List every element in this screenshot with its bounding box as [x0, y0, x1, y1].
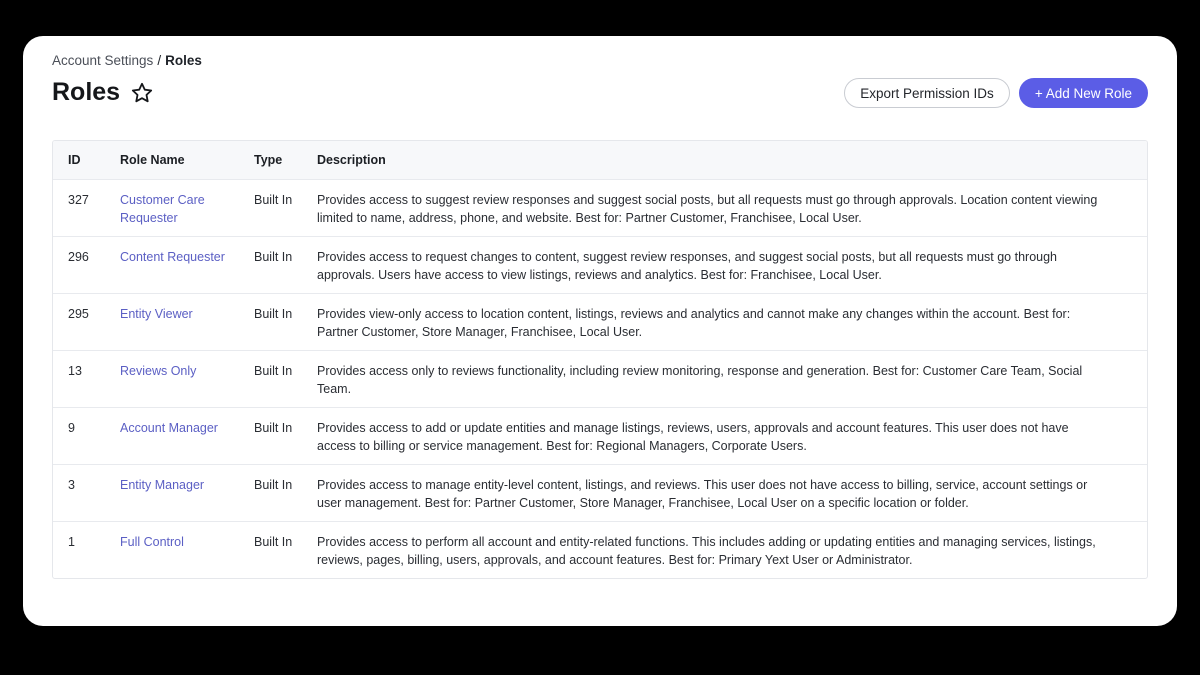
- role-type: Built In: [254, 249, 293, 264]
- role-id: 3: [68, 477, 75, 492]
- export-permission-ids-button[interactable]: Export Permission IDs: [844, 78, 1010, 108]
- header-actions: [844, 78, 1148, 108]
- role-description: Provides access to suggest review responses and suggest social posts, but all requests must go through approvals. Location content viewing limited to name, address, phone, and website. Best for: Partner Customer, Franchisee, Local User.: [317, 192, 1098, 225]
- role-name-cell: [105, 179, 239, 236]
- role-name-link[interactable]: Full Control: [120, 534, 184, 549]
- role-name-cell: [105, 236, 239, 293]
- role-type: Built In: [254, 420, 293, 435]
- role-name-cell: [105, 407, 239, 464]
- title-row: [52, 78, 154, 107]
- role-name-cell: [105, 521, 239, 578]
- breadcrumb-current: Roles: [165, 53, 202, 68]
- role-id: 9: [68, 420, 75, 435]
- role-name-link[interactable]: Customer Care Requester: [120, 192, 205, 225]
- table-row: [53, 521, 1147, 578]
- role-name-cell: [105, 350, 239, 407]
- role-id: 296: [68, 249, 89, 264]
- table-row: [53, 293, 1147, 350]
- role-type: Built In: [254, 192, 293, 207]
- role-description: Provides access to manage entity-level content, listings, and reviews. This user does not have access to billing, service, account settings or user management. Best for: Partner Customer, Store Manager, Franchisee, Local User on a specific location or folder.: [317, 477, 1088, 510]
- role-name-link[interactable]: Content Requester: [120, 249, 225, 264]
- role-id: 13: [68, 363, 82, 378]
- role-name-link[interactable]: Entity Viewer: [120, 306, 193, 321]
- role-type: Built In: [254, 477, 293, 492]
- column-header-role-name[interactable]: Role Name: [120, 152, 185, 167]
- table-header-row: [53, 141, 1147, 179]
- roles-table: [52, 140, 1148, 579]
- role-id: 327: [68, 192, 89, 207]
- table-row: [53, 236, 1147, 293]
- role-name-cell: [105, 464, 239, 521]
- role-description: Provides view-only access to location content, listings, reviews and analytics and cannot make any changes within the account. Best for: Partner Customer, Store Manager, Franchisee, Local User.: [317, 306, 1071, 339]
- role-name-link[interactable]: Reviews Only: [120, 363, 197, 378]
- column-header-description[interactable]: Description: [317, 152, 386, 167]
- role-name-link[interactable]: Account Manager: [120, 420, 218, 435]
- breadcrumb-parent[interactable]: Account Settings: [52, 53, 154, 68]
- page-title: Roles: [52, 78, 121, 106]
- roles-card: [23, 36, 1177, 626]
- role-description: Provides access to request changes to content, suggest review responses, and suggest social posts, but all requests must go through approvals. Users have access to view listings, reviews and analytics. Best for: Franchisee, Local User.: [317, 249, 1058, 282]
- role-type: Built In: [254, 363, 293, 378]
- table-row: [53, 350, 1147, 407]
- add-new-role-button[interactable]: + Add New Role: [1019, 78, 1148, 108]
- role-type: Built In: [254, 534, 293, 549]
- column-header-type[interactable]: Type: [254, 152, 283, 167]
- role-type: Built In: [254, 306, 293, 321]
- table-row: [53, 179, 1147, 236]
- column-header-id[interactable]: ID: [68, 152, 81, 167]
- table-row: [53, 464, 1147, 521]
- table-row: [53, 407, 1147, 464]
- role-id: 1: [68, 534, 75, 549]
- role-name-link[interactable]: Entity Manager: [120, 477, 205, 492]
- role-name-cell: [105, 293, 239, 350]
- star-outline-icon[interactable]: [130, 81, 154, 105]
- role-id: 295: [68, 306, 89, 321]
- role-description: Provides access only to reviews functionality, including review monitoring, response and generation. Best for: Customer Care Team, Social Team.: [317, 363, 1083, 396]
- breadcrumb: [52, 53, 202, 68]
- breadcrumb-separator: /: [157, 53, 162, 68]
- role-description: Provides access to add or update entities and manage listings, reviews, users, approvals and account features. This user does not have access to billing or service management. Best for: Regional Managers, Corporate Users.: [317, 420, 1069, 453]
- role-description: Provides access to perform all account and entity-related functions. This includes adding or updating entities and managing services, listings, reviews, pages, billing, users, approvals, and account features. Best for: Primary Yext User or Administrator.: [317, 534, 1096, 567]
